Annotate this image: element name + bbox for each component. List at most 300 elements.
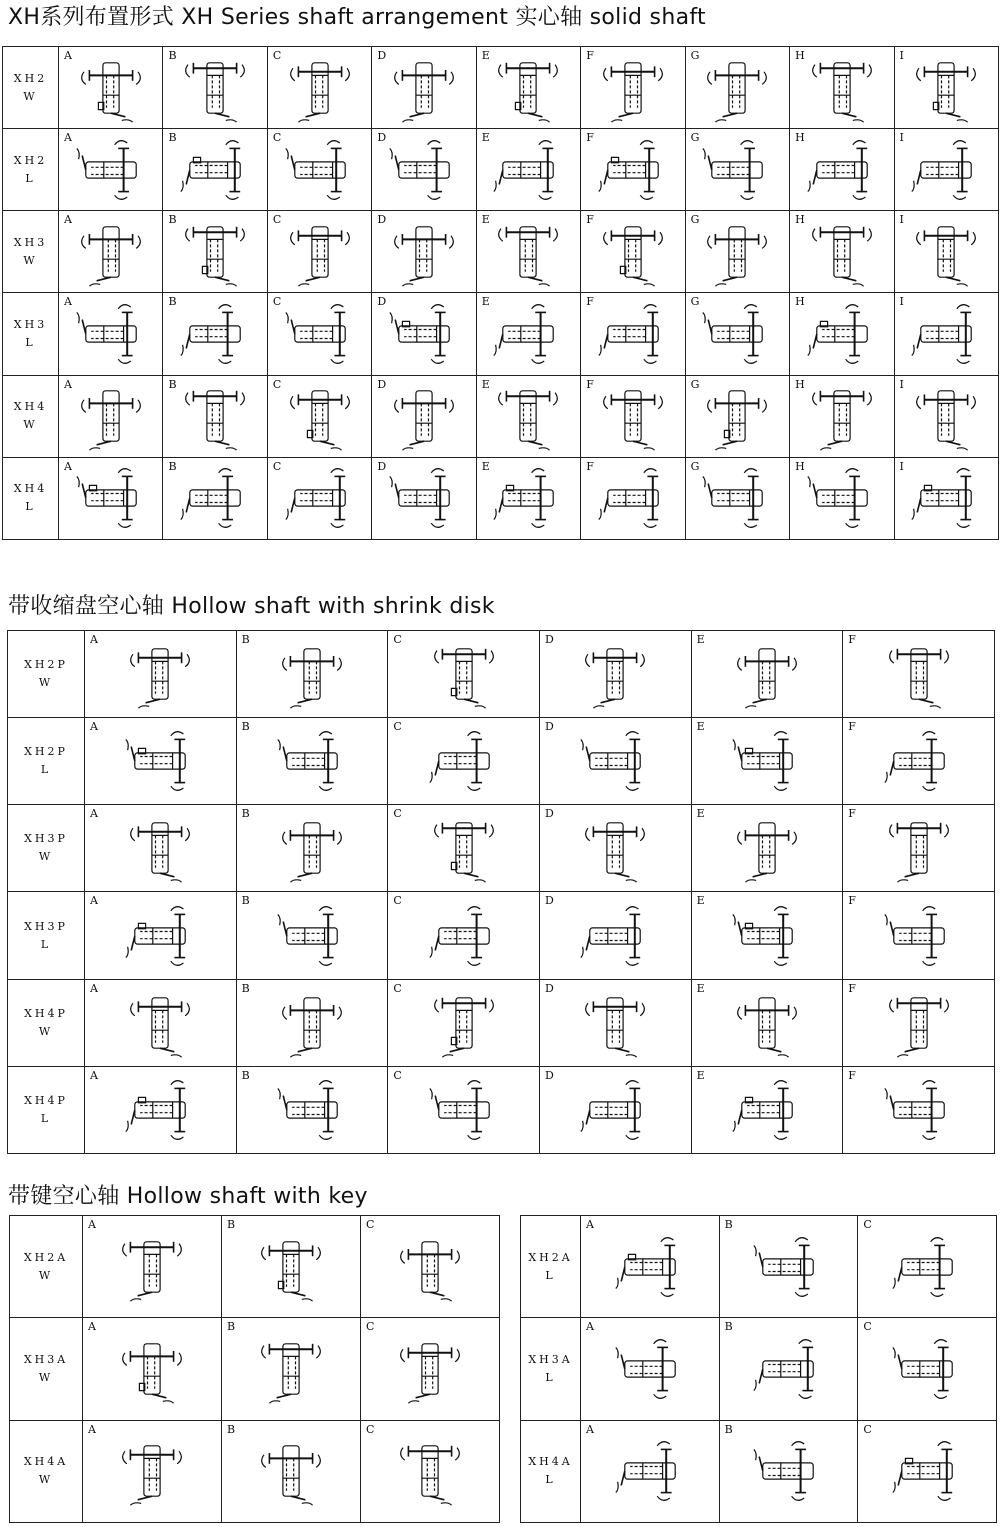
arrangement-cell <box>236 631 388 718</box>
model-code: XH4P <box>24 1006 68 1020</box>
arrangement-drawing <box>891 1333 963 1405</box>
position-label: F <box>848 720 856 734</box>
arrangement-cell <box>163 129 267 211</box>
orientation-code: W <box>38 1473 54 1487</box>
arrangement-cell <box>163 375 267 457</box>
arrangement-drawing <box>276 725 348 797</box>
position-label: C <box>393 807 402 821</box>
arrangement-drawing <box>284 52 356 124</box>
arrangement-cell <box>539 892 691 979</box>
arrangement-cell <box>476 457 580 539</box>
arrangement-cell <box>894 211 999 293</box>
position-label: F <box>586 213 594 227</box>
position-label: F <box>586 295 594 309</box>
model-code: XH2P <box>24 745 68 759</box>
position-label: B <box>168 295 177 309</box>
arrangement-drawing <box>752 1435 824 1507</box>
position-label: E <box>481 131 490 145</box>
arrangement-cell <box>843 979 995 1066</box>
arrangement-cell <box>388 631 540 718</box>
arrangement-cell <box>85 1066 237 1153</box>
position-label: I <box>899 295 904 309</box>
arrangement-drawing <box>731 1074 803 1146</box>
arrangement-drawing <box>394 1435 466 1507</box>
position-label: D <box>544 807 554 821</box>
arrangement-cell <box>691 631 843 718</box>
arrangement-row <box>10 1318 500 1420</box>
arrangement-drawing <box>428 900 500 972</box>
arrangement-drawing <box>284 380 356 452</box>
position-label: E <box>481 459 490 473</box>
position-label: I <box>899 131 904 145</box>
position-label: H <box>795 459 805 473</box>
position-label: C <box>272 213 282 227</box>
position-label: D <box>544 1068 554 1082</box>
arrangement-cell <box>267 293 371 375</box>
arrangement-cell <box>361 1216 500 1318</box>
arrangement-row <box>8 892 995 979</box>
arrangement-cell <box>476 375 580 457</box>
arrangement-row <box>8 979 995 1066</box>
position-label: G <box>690 49 700 62</box>
position-label: A <box>88 1218 96 1231</box>
orientation-code: W <box>38 850 54 864</box>
arrangement-cell <box>843 631 995 718</box>
arrangement-cell <box>790 129 894 211</box>
arrangement-cell <box>222 1420 361 1522</box>
arrangement-cell <box>361 1420 500 1522</box>
arrangement-cell <box>843 805 995 892</box>
arrangement-cell <box>85 979 237 1066</box>
position-label: E <box>481 49 490 62</box>
arrangement-drawing <box>910 462 982 534</box>
model-code: XH2A <box>528 1250 573 1264</box>
model-code: XH3P <box>24 832 68 846</box>
arrangement-cell <box>691 892 843 979</box>
position-label: G <box>690 131 700 145</box>
arrangement-drawing <box>492 134 564 206</box>
arrangement-drawing <box>124 1074 196 1146</box>
arrangement-drawing <box>75 298 147 370</box>
position-label: C <box>863 1422 872 1436</box>
arrangement-drawing <box>179 298 251 370</box>
orientation-code: L <box>25 171 36 185</box>
arrangement-cell <box>539 631 691 718</box>
model-code: XH3 <box>13 235 48 249</box>
row-header <box>8 805 85 892</box>
arrangement-drawing <box>75 462 147 534</box>
model-code: XH2P <box>24 658 68 672</box>
arrangement-drawing <box>701 380 773 452</box>
arrangement-drawing <box>276 812 348 884</box>
arrangement-drawing <box>492 216 564 288</box>
arrangement-drawing <box>124 900 196 972</box>
arrangement-row <box>3 129 999 211</box>
row-header <box>8 892 85 979</box>
arrangement-cell <box>843 892 995 979</box>
arrangement-cell <box>372 457 476 539</box>
position-label: H <box>795 49 805 62</box>
position-label: G <box>690 213 700 227</box>
arrangement-drawing <box>284 462 356 534</box>
position-label: H <box>795 131 805 145</box>
arrangement-drawing <box>388 380 460 452</box>
position-label: G <box>690 377 700 391</box>
orientation-code: W <box>38 1024 54 1038</box>
arrangement-drawing <box>910 380 982 452</box>
position-label: G <box>690 459 700 473</box>
position-label: F <box>848 633 856 646</box>
arrangement-drawing <box>492 52 564 124</box>
position-label: A <box>90 981 98 995</box>
arrangement-cell <box>361 1318 500 1420</box>
arrangement-drawing <box>701 216 773 288</box>
arrangement-drawing <box>883 900 955 972</box>
position-label: I <box>899 213 904 227</box>
position-label: D <box>544 720 554 734</box>
position-label: A <box>90 720 98 734</box>
arrangement-drawing <box>752 1333 824 1405</box>
position-label: F <box>586 131 594 145</box>
arrangement-cell <box>581 293 685 375</box>
row-header <box>3 457 59 539</box>
position-label: A <box>64 377 72 391</box>
position-label: D <box>377 377 387 391</box>
position-label: B <box>724 1218 733 1231</box>
arrangement-drawing <box>492 380 564 452</box>
arrangement-drawing <box>597 380 669 452</box>
arrangement-drawing <box>428 1074 500 1146</box>
arrangement-row <box>3 211 999 293</box>
model-code: XH2A <box>23 1250 69 1264</box>
row-header <box>521 1420 581 1522</box>
arrangement-cell <box>790 47 894 129</box>
position-label: C <box>366 1422 375 1436</box>
arrangement-drawing <box>428 812 500 884</box>
arrangement-cell <box>372 129 476 211</box>
arrangement-drawing <box>179 52 251 124</box>
arrangement-drawing <box>701 462 773 534</box>
arrangement-drawing <box>731 900 803 972</box>
orientation-code: L <box>40 1111 52 1125</box>
arrangement-cell <box>267 211 371 293</box>
arrangement-cell <box>719 1216 858 1318</box>
arrangement-drawing <box>284 134 356 206</box>
solid-shaft-heading: XH系列布置形式 XH Series shaft arrangement 实心轴 solid shaft <box>8 5 706 30</box>
position-label: A <box>64 49 72 62</box>
orientation-code: L <box>40 937 52 951</box>
row-header <box>8 1066 85 1153</box>
hollow-key-l-table <box>520 1215 997 1523</box>
row-header <box>3 211 59 293</box>
position-label: H <box>795 213 805 227</box>
arrangement-drawing <box>579 725 651 797</box>
arrangement-drawing <box>492 298 564 370</box>
position-label: A <box>586 1422 594 1436</box>
position-label: A <box>88 1422 96 1436</box>
position-label: C <box>272 131 282 145</box>
arrangement-drawing <box>731 812 803 884</box>
position-label: I <box>899 459 904 473</box>
arrangement-cell <box>163 211 267 293</box>
arrangement-cell <box>59 457 163 539</box>
arrangement-cell <box>476 129 580 211</box>
arrangement-cell <box>843 718 995 805</box>
arrangement-cell <box>894 129 999 211</box>
arrangement-cell <box>581 1420 720 1522</box>
position-label: A <box>64 131 72 145</box>
arrangement-drawing <box>579 812 651 884</box>
position-label: E <box>696 807 705 821</box>
arrangement-drawing <box>388 298 460 370</box>
shrink-disk-heading: 带收缩盘空心轴 Hollow shaft with shrink disk <box>8 594 495 619</box>
position-label: E <box>481 295 490 309</box>
arrangement-cell <box>581 1216 720 1318</box>
position-label: B <box>168 131 177 145</box>
arrangement-drawing <box>597 216 669 288</box>
arrangement-cell <box>236 979 388 1066</box>
arrangement-cell <box>388 718 540 805</box>
arrangement-drawing <box>255 1435 327 1507</box>
position-label: B <box>724 1422 733 1436</box>
arrangement-cell <box>581 457 685 539</box>
arrangement-cell <box>163 457 267 539</box>
position-label: A <box>586 1320 594 1334</box>
position-label: B <box>168 49 177 62</box>
position-label: E <box>696 633 705 646</box>
position-label: F <box>586 459 594 473</box>
arrangement-drawing <box>179 462 251 534</box>
model-code: XH4P <box>24 1093 68 1107</box>
arrangement-row <box>8 631 995 718</box>
arrangement-drawing <box>806 380 878 452</box>
position-label: D <box>544 633 554 646</box>
row-header <box>3 129 59 211</box>
arrangement-cell <box>691 1066 843 1153</box>
arrangement-drawing <box>579 638 651 710</box>
arrangement-row <box>3 457 999 539</box>
arrangement-drawing <box>883 725 955 797</box>
arrangement-drawing <box>75 52 147 124</box>
shrink-disk-table <box>7 630 995 1154</box>
arrangement-drawing <box>255 1333 327 1405</box>
arrangement-cell <box>476 211 580 293</box>
position-label: F <box>586 49 594 62</box>
arrangement-cell <box>790 293 894 375</box>
orientation-code: L <box>545 1370 556 1384</box>
arrangement-drawing <box>124 812 196 884</box>
position-label: A <box>64 459 72 473</box>
arrangement-cell <box>59 293 163 375</box>
position-label: B <box>227 1422 236 1436</box>
model-code: XH4A <box>528 1455 573 1469</box>
position-label: C <box>393 720 402 734</box>
position-label: F <box>848 1068 856 1082</box>
position-label: B <box>241 981 250 995</box>
arrangement-row <box>521 1420 997 1522</box>
position-label: A <box>90 633 98 646</box>
arrangement-drawing <box>75 380 147 452</box>
position-label: B <box>227 1218 236 1231</box>
arrangement-cell <box>691 979 843 1066</box>
position-label: E <box>696 720 705 734</box>
model-code: XH4A <box>23 1455 69 1469</box>
arrangement-cell <box>388 892 540 979</box>
arrangement-drawing <box>428 725 500 797</box>
arrangement-drawing <box>910 216 982 288</box>
position-label: C <box>393 894 402 908</box>
arrangement-cell <box>85 805 237 892</box>
orientation-code: W <box>23 89 38 103</box>
position-label: B <box>168 459 177 473</box>
position-label: A <box>64 295 72 309</box>
arrangement-cell <box>476 293 580 375</box>
arrangement-drawing <box>388 462 460 534</box>
orientation-code: W <box>38 1268 54 1282</box>
row-header <box>10 1216 83 1318</box>
arrangement-cell <box>236 718 388 805</box>
position-label: B <box>168 213 177 227</box>
arrangement-cell <box>539 1066 691 1153</box>
position-label: E <box>696 981 705 995</box>
position-label: I <box>899 49 904 62</box>
arrangement-cell <box>685 293 789 375</box>
arrangement-cell <box>388 979 540 1066</box>
arrangement-cell <box>83 1216 222 1318</box>
arrangement-cell <box>719 1420 858 1522</box>
arrangement-cell <box>691 805 843 892</box>
position-label: F <box>848 894 856 908</box>
arrangement-drawing <box>116 1435 188 1507</box>
arrangement-row <box>521 1318 997 1420</box>
arrangement-drawing <box>394 1231 466 1303</box>
position-label: B <box>168 377 177 391</box>
arrangement-drawing <box>124 638 196 710</box>
arrangement-drawing <box>806 134 878 206</box>
arrangement-cell <box>858 1216 997 1318</box>
position-label: A <box>586 1218 594 1231</box>
arrangement-drawing <box>428 987 500 1059</box>
arrangement-cell <box>685 211 789 293</box>
position-label: E <box>696 1068 705 1082</box>
row-header <box>8 979 85 1066</box>
arrangement-drawing <box>579 900 651 972</box>
arrangement-row <box>3 293 999 375</box>
arrangement-drawing <box>597 298 669 370</box>
arrangement-drawing <box>75 134 147 206</box>
arrangement-cell <box>388 1066 540 1153</box>
arrangement-cell <box>858 1420 997 1522</box>
position-label: D <box>377 131 387 145</box>
position-label: B <box>724 1320 733 1334</box>
position-label: B <box>241 807 250 821</box>
arrangement-drawing <box>255 1231 327 1303</box>
position-label: B <box>227 1320 236 1334</box>
position-label: C <box>272 459 282 473</box>
arrangement-cell <box>581 211 685 293</box>
arrangement-cell <box>85 718 237 805</box>
arrangement-cell <box>59 47 163 129</box>
position-label: D <box>377 459 387 473</box>
arrangement-cell <box>85 892 237 979</box>
position-label: C <box>366 1218 375 1231</box>
position-label: C <box>366 1320 375 1334</box>
arrangement-drawing <box>284 216 356 288</box>
arrangement-drawing <box>276 1074 348 1146</box>
position-label: B <box>241 720 250 734</box>
arrangement-drawing <box>388 216 460 288</box>
arrangement-drawing <box>614 1231 686 1303</box>
arrangement-cell <box>790 211 894 293</box>
position-label: C <box>272 295 282 309</box>
arrangement-cell <box>581 1318 720 1420</box>
position-label: C <box>393 981 402 995</box>
orientation-code: L <box>545 1473 556 1487</box>
model-code: XH3A <box>528 1352 573 1366</box>
arrangement-drawing <box>492 462 564 534</box>
arrangement-drawing <box>597 52 669 124</box>
position-label: E <box>696 894 705 908</box>
arrangement-cell <box>858 1318 997 1420</box>
position-label: C <box>863 1320 872 1334</box>
arrangement-drawing <box>597 134 669 206</box>
arrangement-cell <box>685 375 789 457</box>
arrangement-drawing <box>124 725 196 797</box>
arrangement-drawing <box>883 987 955 1059</box>
model-code: XH3A <box>23 1352 69 1366</box>
arrangement-drawing <box>806 216 878 288</box>
arrangement-drawing <box>276 900 348 972</box>
arrangement-drawing <box>179 216 251 288</box>
model-code: XH4 <box>13 482 48 496</box>
arrangement-cell <box>476 47 580 129</box>
arrangement-row <box>8 805 995 892</box>
arrangement-cell <box>691 718 843 805</box>
arrangement-drawing <box>276 987 348 1059</box>
arrangement-cell <box>388 805 540 892</box>
arrangement-drawing <box>276 638 348 710</box>
arrangement-cell <box>163 293 267 375</box>
arrangement-cell <box>372 211 476 293</box>
arrangement-drawing <box>701 298 773 370</box>
model-code: XH2 <box>13 153 48 167</box>
arrangement-drawing <box>891 1435 963 1507</box>
orientation-code: W <box>23 418 38 432</box>
position-label: C <box>393 633 402 646</box>
row-header <box>3 47 59 129</box>
arrangement-cell <box>267 375 371 457</box>
arrangement-cell <box>85 631 237 718</box>
arrangement-cell <box>894 375 999 457</box>
position-label: B <box>241 1068 250 1082</box>
arrangement-cell <box>83 1318 222 1420</box>
model-code: XH3 <box>13 318 48 332</box>
arrangement-cell <box>372 47 476 129</box>
position-label: C <box>863 1218 872 1231</box>
arrangement-drawing <box>701 52 773 124</box>
orientation-code: W <box>38 676 54 690</box>
arrangement-drawing <box>806 298 878 370</box>
arrangement-cell <box>539 718 691 805</box>
arrangement-cell <box>539 979 691 1066</box>
arrangement-cell <box>719 1318 858 1420</box>
arrangement-drawing <box>179 380 251 452</box>
arrangement-drawing <box>179 134 251 206</box>
arrangement-cell <box>685 457 789 539</box>
position-label: D <box>377 295 387 309</box>
arrangement-drawing <box>75 216 147 288</box>
arrangement-row <box>10 1420 500 1522</box>
